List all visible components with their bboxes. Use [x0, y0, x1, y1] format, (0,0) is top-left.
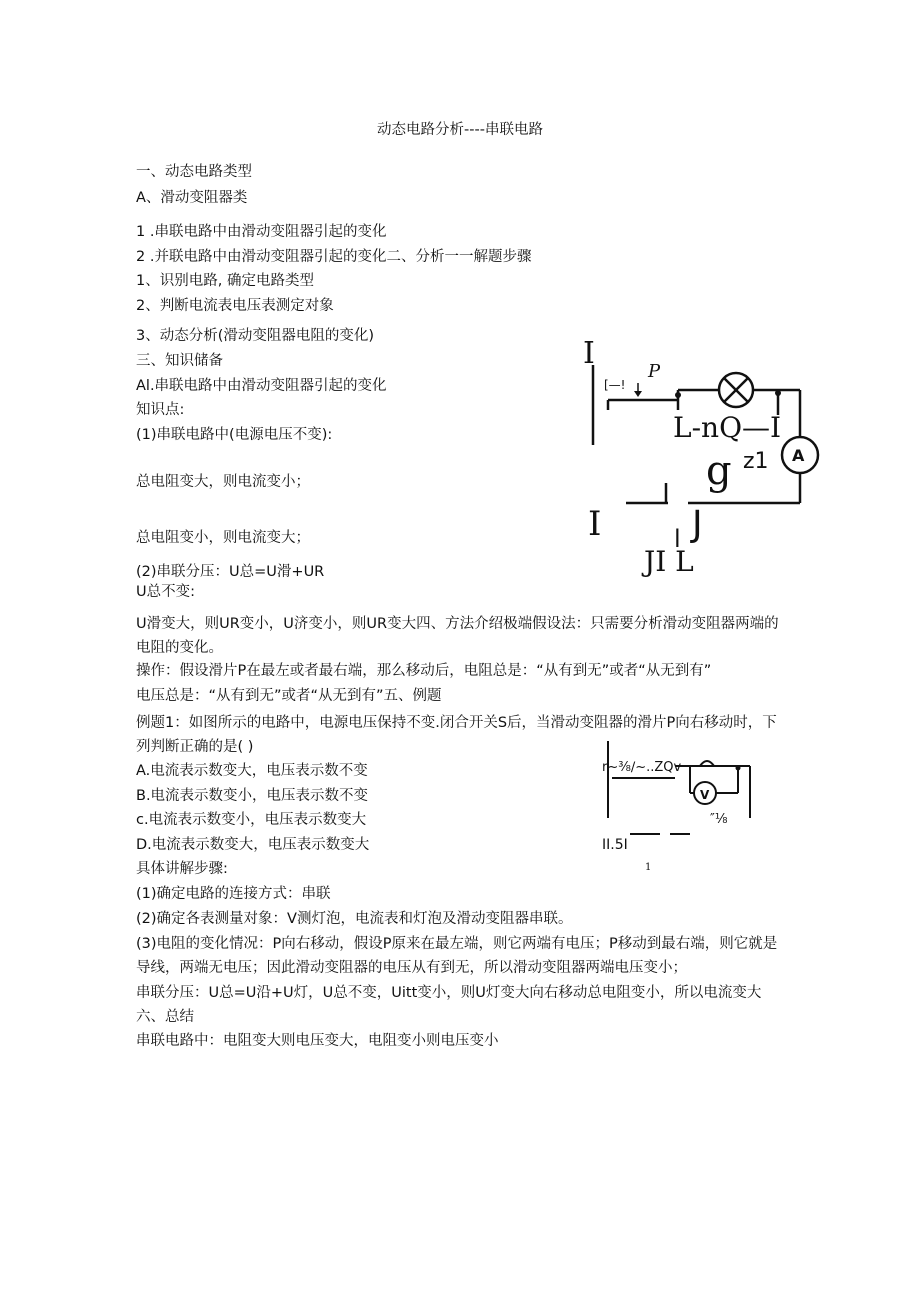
option-d: D.电流表示数变大，电压表示数变大 [136, 837, 370, 853]
page-title: 动态电路分析----串联电路 [377, 122, 543, 138]
knowledge-item: (2)串联分压：U总=U滑+UR [136, 564, 325, 580]
list-item: 1、识别电路, 确定电路类型 [136, 273, 314, 289]
paragraph-operation: 操作：假设滑片P在最左或者最右端，那么移动后，电阻总是：“从有到无”或者“从无到有” [136, 663, 712, 679]
list-item: 3、动态分析(滑动变阻器电阻的变化) [136, 328, 375, 344]
section-heading-1: 一、动态电路类型 [136, 164, 252, 180]
fig2-label: II.5I [602, 837, 628, 853]
fig1-label: g [706, 448, 732, 494]
step-item: (1)确定电路的连接方式：串联 [136, 886, 331, 902]
fig1-slider-p-label: P [648, 361, 661, 382]
fig1-label: I [588, 504, 602, 544]
step-item: (2)确定各表测量对象：V测灯泡，电流表和灯泡及滑动变阻器串联。 [136, 911, 573, 927]
example-question: 例题1：如图所示的电路中，电源电压保持不变.闭合开关S后，当滑动变阻器的滑片P向右移动时，下列判断正确的是( ) [136, 715, 777, 755]
list-item: 2 .并联电路中由滑动变阻器引起的变化二、分析一一解题步骤 [136, 249, 532, 265]
knowledge-item: (1)串联电路中(电源电压不变): [136, 427, 333, 443]
subsection-heading-a: A、滑动变阻器类 [136, 190, 248, 206]
step-item: (3)电阻的变化情况：P向右移动，假设P原来在最左端，则它两端有电压；P移动到最右端，则它就是导线，两端无电压；因此滑动变阻器的电压从有到无，所以滑动变阻器两端电压变小； [136, 936, 778, 976]
option-c: c.电流表示数变小，电压表示数变大 [136, 812, 367, 828]
ammeter-label: A [792, 446, 805, 465]
fig1-label: L-nQ—I [673, 411, 782, 444]
fig1-label: z1 [743, 449, 769, 474]
summary-line: 串联电路中：电阻变大则电压变大，电阻变小则电压变小 [136, 1033, 499, 1049]
fig1-label: l [674, 525, 681, 553]
knowledge-item: U总不变: [136, 584, 195, 600]
fig1-label: I [583, 336, 595, 371]
subsection-heading-a1: Al.串联电路中由滑动变阻器引起的变化 [136, 378, 387, 394]
section-heading-3: 三、知识储备 [136, 353, 223, 369]
voltmeter-label: V [700, 788, 710, 802]
circuit-figure-1 [578, 335, 828, 585]
fig2-label: 1 [645, 862, 652, 873]
step-item: 串联分压：U总=U沿+U灯，U总不变，Uitt变小，则U灯变大向右移动总电阻变小，所以电流变大六、总结 [136, 985, 762, 1025]
knowledge-label: 知识点: [136, 402, 185, 418]
option-a: A.电流表示数变大，电压表示数不变 [136, 763, 368, 779]
knowledge-item: 总电阻变小，则电流变大； [136, 530, 310, 546]
option-b: B.电流表示数变小，电压表示数不变 [136, 788, 369, 804]
paragraph-operation: 电压总是：“从有到无”或者“从无到有”五、例题 [136, 688, 442, 704]
steps-heading: 具体讲解步骤: [136, 861, 228, 877]
circuit-figure-2 [600, 738, 775, 878]
fig1-label: JI L [644, 545, 694, 578]
list-item: 1 .串联电路中由滑动变阻器引起的变化 [136, 224, 387, 240]
fig2-label: ″⅛ [710, 812, 728, 827]
knowledge-item: 总电阻变大，则电流变小； [136, 474, 310, 490]
list-item: 2、判断电流表电压表测定对象 [136, 298, 334, 314]
fig2-label: r~⅜∕~..ZQv [602, 760, 682, 775]
fig1-label: J [692, 504, 703, 545]
fig1-label: [—! [604, 378, 626, 392]
paragraph-method: U滑变大，则UR变小，U济变小，则UR变大四、方法介绍极端假设法：只需要分析滑动变阻器两端的电阻的变化。 [136, 616, 779, 656]
circuit-diagram-1 [578, 335, 828, 585]
